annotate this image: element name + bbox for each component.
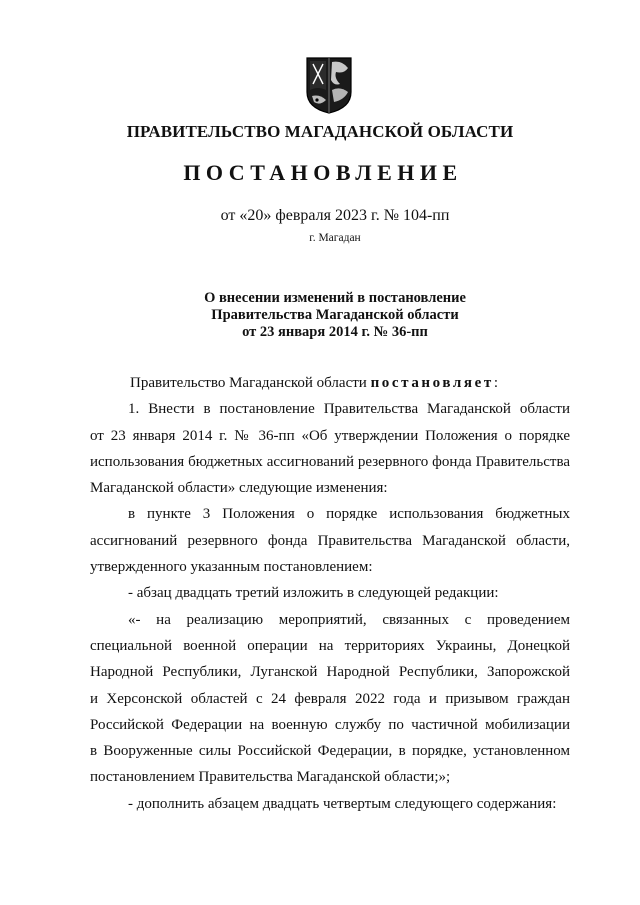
magadan-coat-of-arms-icon	[304, 56, 354, 114]
paragraph-line: «- на реализацию мероприятий, связанных с проведением	[128, 611, 570, 628]
paragraph-line: Магаданской области» следующие изменения:	[90, 480, 388, 497]
paragraph-line: ассигнований резервного фонда Правительства Магаданской области,	[90, 532, 570, 549]
paragraph-line: постановлением Правительства Магаданской области;»;	[90, 769, 451, 786]
intro-colon: :	[493, 375, 499, 391]
paragraph-line: в пункте 3 Положения о порядке использования бюджетных	[128, 506, 570, 523]
paragraph-line: Народной Республики, Луганской Народной Республики, Запорожской	[90, 664, 570, 681]
document-type: ПОСТАНОВЛЕНИЕ	[183, 160, 463, 185]
decree-word: постановляет	[370, 375, 494, 391]
paragraph-line: специальной военной операции на территориях Украины, Донецкой	[90, 637, 570, 654]
paragraph-line: и Херсонской областей с 24 февраля 2022 года и призывом граждан	[90, 690, 570, 707]
government-title: ПРАВИТЕЛЬСТВО МАГАДАНСКОЙ ОБЛАСТИ	[126, 122, 514, 141]
paragraph-line: Российской Федерации на военную службу по частичной мобилизации	[90, 716, 570, 733]
paragraph-line: - дополнить абзацем двадцать четвертым следующего содержания:	[128, 795, 557, 812]
document-city: г. Магадан	[309, 232, 361, 244]
document-date-number: от «20» февраля 2023 г. № 104-пп	[220, 207, 450, 224]
paragraph-line: - абзац двадцать третий изложить в следующей редакции:	[128, 585, 499, 602]
subject-line: О внесении изменений в постановление	[204, 290, 466, 306]
paragraph-line: 1. Внести в постановление Правительства Магаданской области	[128, 401, 570, 418]
document-subject	[0, 290, 640, 341]
subject-line: Правительства Магаданской области	[211, 307, 459, 323]
paragraph-line: в Вооруженные силы Российской Федерации, в порядке, установленном	[90, 743, 570, 760]
subject-line: от 23 января 2014 г. № 36-пп	[242, 324, 428, 340]
intro-prefix: Правительство Магаданской области	[130, 375, 367, 391]
intro-paragraph	[90, 370, 570, 396]
paragraph-line: использования бюджетных ассигнований резервного фонда Правительства	[90, 453, 570, 470]
paragraph-line: утвержденного указанным постановлением:	[90, 559, 373, 576]
document-body	[90, 370, 570, 817]
paragraph-line: от 23 января 2014 г. № 36-пп «Об утверждении Положения о порядке	[90, 427, 570, 444]
